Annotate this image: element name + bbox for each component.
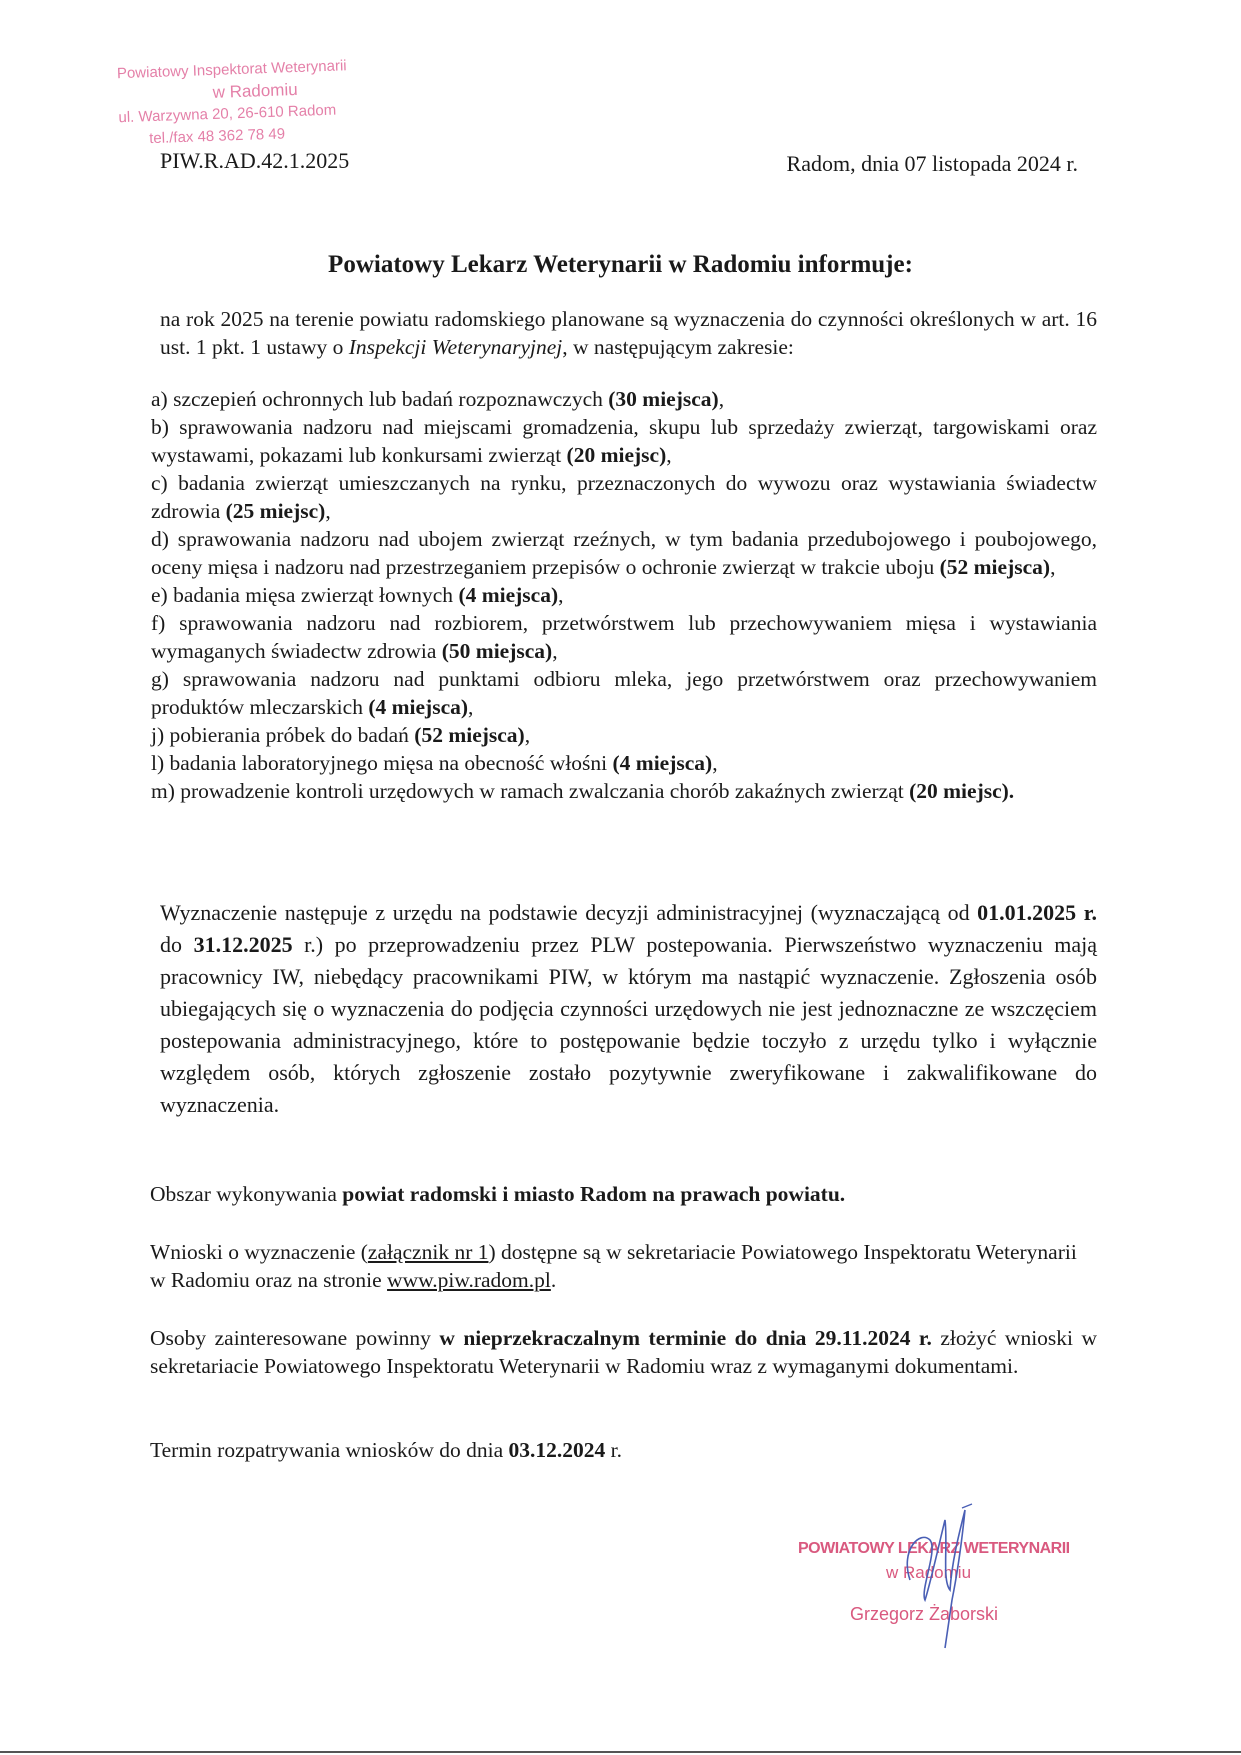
stamp-name: Grzegorz Żaborski (850, 1604, 999, 1624)
reference-number: PIW.R.AD.42.1.2025 (160, 148, 350, 173)
list-item: f) sprawowania nadzoru nad rozbiorem, przetwórstwem lub przechowywaniem mięsa i wystawiania wymaganych świadectw zdrowia (50 miejsca), (151, 611, 1097, 663)
office-stamp (117, 53, 420, 151)
list-item: j) pobierania próbek do badań (52 miejsca), (151, 723, 531, 747)
page-edge (0, 1751, 1241, 1753)
list-item: g) sprawowania nadzoru nad punktami odbioru mleka, jego przetwórstwem oraz przechowywaniem produktów mleczarskich (4 miejsca), (151, 667, 1097, 719)
website-link[interactable]: www.piw.radom.pl (387, 1268, 551, 1292)
date-to: 31.12.2025 (193, 932, 293, 957)
list-item: e) badania mięsa zwierząt łownych (4 miejsca), (151, 583, 564, 607)
deadline-paragraph: Osoby zainteresowane powinny w nieprzekraczalnym terminie do dnia 29.11.2024 r. złożyć wnioski w sekretariacie Powiatowego Inspektoratu Weterynarii w Radomiu wraz z wymaganymi dokumentami. (150, 1326, 1098, 1378)
attachment-link[interactable]: załącznik nr 1 (367, 1240, 489, 1264)
scope-list (151, 385, 1097, 805)
stamp-line-1: Powiatowy Inspektorat Weterynarii (116, 57, 347, 83)
stamp-line-3: ul. Warzywna 20, 26-610 Radom (118, 101, 337, 127)
list-item: d) sprawowania nadzoru nad ubojem zwierząt rzeźnych, w tym badania przedubojowego i poubojowego, oceny mięsa i nadzoru nad przestrzeganiem przepisów o ochronie zwierząt w trakcie uboju (52 miejsca), (151, 527, 1097, 579)
handwritten-signature (890, 1500, 1000, 1650)
stamp-title: POWIATOWY LEKARZ WETERYNARII (798, 1540, 1070, 1557)
stamp-line-4: tel./fax 48 362 78 49 (148, 125, 286, 148)
document-date: Radom, dnia 07 listopada 2024 r. (786, 151, 1078, 176)
list-item: l) badania laboratoryjnego mięsa na obecność włośni (4 miejsca), (151, 751, 718, 775)
stamp-line-2: w Radomiu (212, 79, 298, 102)
review-deadline: Termin rozpatrywania wniosków do dnia 03.12.2024 r. (150, 1438, 623, 1462)
date-from: 01.01.2025 r. (977, 900, 1097, 925)
intro-text: na rok 2025 na terenie powiatu radomskiego planowane są wyznaczenia do czynności określonych w art. 16 ust. 1 pkt. 1 ustawy o (160, 307, 1097, 359)
list-item: m) prowadzenie kontroli urzędowych w ramach zwalczania chorób zakaźnych zwierząt (20 miejsc). (151, 779, 1015, 803)
intro-text-end: , w następującym zakresie: (562, 335, 794, 359)
list-item: a) szczepień ochronnych lub badań rozpoznawczych (30 miejsca), (151, 387, 725, 411)
page-title: Powiatowy Lekarz Weterynarii w Radomiu informuje: (328, 251, 913, 278)
intro-paragraph (160, 305, 1097, 361)
list-item: c) badania zwierząt umieszczanych na rynku, przeznaczonych do wywozu oraz wystawiania świadectw zdrowia (25 miejsc), (151, 471, 1097, 523)
area-paragraph: Obszar wykonywania powiat radomski i miasto Radom na prawach powiatu. (150, 1182, 846, 1206)
designation-paragraph: Wyznaczenie następuje z urzędu na podstawie decyzji administracyjnej (wyznaczającą od 01.01.2025 r. do 31.12.2025 r.) po przeprowadzeniu przez PLW postepowania. Pierwszeństwo wyznaczeniu mają pracownicy IW, niebędący pracownikami PIW, w którym ma nastąpić wyznaczenie. Zgłoszenia osób ubiegających się o wyznaczenia do podjęcia czynności urzędowych nie jest jednoznaczne ze wszczęciem postepowania administracyjnego, które to postępowanie będzie toczyło z urzędu tylko i wyłącznie względem osób, których zgłoszenie zostało pozytywnie zweryfikowane i zakwalifikowane do wyznaczenia. (160, 900, 1098, 1117)
list-item: b) sprawowania nadzoru nad miejscami gromadzenia, skupu lub sprzedaży zwierząt, targowiskami oraz wystawami, pokazami lub konkursami zwierząt (20 miejsc), (151, 415, 1097, 467)
applications-paragraph: Wnioski o wyznaczenie (załącznik nr 1) dostępne są w sekretariacie Powiatowego Inspektoratu Weterynarii w Radomiu oraz na stronie www.piw.radom.pl. (150, 1240, 1077, 1292)
intro-italic: Inspekcji Weterynaryjnej (348, 335, 563, 359)
stamp-location: w Radomiu (886, 1563, 972, 1582)
